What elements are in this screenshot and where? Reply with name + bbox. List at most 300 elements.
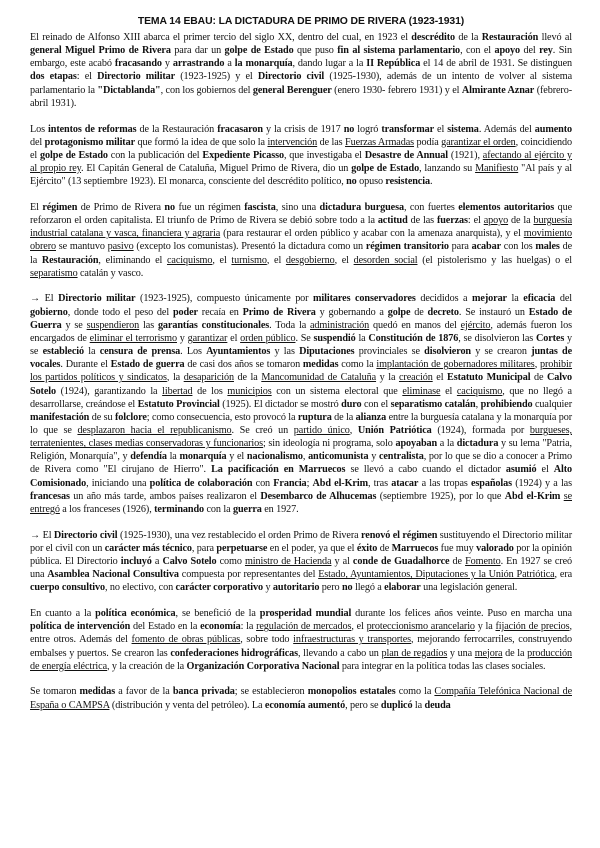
bold-text: nacionalismo — [246, 451, 303, 463]
bold-text: II República — [366, 58, 421, 70]
text-run: , donde todo el peso del — [67, 306, 173, 318]
bold-text: intentos de reformas — [48, 123, 137, 135]
text-run: logró — [354, 123, 382, 135]
text-run: (1923-1925) y el — [175, 71, 258, 83]
text-run: , por lo que se dio a conocer a Primo de Rivera como "El cirujano de Hierro". — [30, 451, 572, 476]
bold-text: defendía — [130, 451, 167, 463]
underlined-text: mejora — [474, 647, 503, 659]
bold-text: estableció — [42, 346, 84, 358]
text-run: con los — [501, 241, 536, 253]
bold-text: fracasaron — [217, 123, 263, 135]
bold-text: militares conservadores — [313, 293, 416, 305]
text-run: y — [263, 582, 273, 594]
bold-text: fuerzas — [436, 215, 468, 227]
text-run: llegó a — [352, 582, 385, 594]
text-run: para integrar en la política todas las clases sociales. — [339, 660, 546, 672]
bold-text: elaborar — [384, 582, 421, 594]
bold-text: renovó el régimen — [361, 529, 438, 541]
underlined-text: caciquismo — [166, 254, 213, 266]
text-run: a — [224, 58, 235, 70]
text-run: El — [30, 201, 43, 213]
underlined-text: afectando al ejército y al propio rey — [30, 149, 572, 174]
bold-text: asumió — [505, 464, 537, 476]
bold-text: protagonismo militar — [44, 136, 136, 148]
bold-text: "Dictablanda" — [97, 84, 161, 96]
text-run: , llevando a cabo un — [298, 647, 382, 659]
text-run: como — [216, 556, 245, 567]
text-run: y — [177, 332, 188, 344]
text-run: opuso — [356, 176, 386, 188]
bold-text: descrédito — [411, 32, 455, 43]
bold-text: la monarquía — [234, 58, 293, 70]
text-run: podía — [414, 136, 442, 148]
text-run: El reinado de Alfonso XIII abarca el primer tercio del siglo XX, dentro del cual, en 1923 el — [30, 32, 412, 43]
underlined-text: partido único — [293, 425, 350, 436]
bold-text: gobierno — [30, 306, 68, 318]
bold-text: transformar — [381, 123, 434, 135]
text-run: (1925). El dictador se mostró — [219, 398, 342, 410]
text-run: de la — [455, 32, 482, 43]
text-run: y la crisis de 1917 — [262, 123, 344, 135]
bold-text: Restauración — [481, 32, 539, 43]
bold-text: Almirante Aznar — [461, 84, 535, 96]
text-run: . El Capitán General de Cataluña, Miguel Primo de Rivera, dio un — [81, 163, 352, 174]
underlined-text: producción de energía eléctrica — [30, 647, 572, 672]
bold-text: no — [346, 176, 357, 188]
text-run: , coincidiendo el — [30, 136, 572, 161]
text-run: y su lema "Patria, Religión, Monarquía", y — [30, 438, 572, 463]
text-run: a las tropas — [418, 477, 472, 489]
bold-text: duplicó — [380, 699, 413, 711]
text-run: pero — [319, 582, 342, 594]
text-run: , el — [334, 254, 354, 266]
text-run: a los franceses (1926), — [59, 503, 155, 515]
bold-text: Abd el-Krim — [312, 477, 368, 489]
paragraph — [30, 685, 572, 711]
text-run: y se — [61, 319, 87, 331]
text-run: decididos a — [415, 293, 473, 305]
text-run: ; sin ideología ni programa, solo — [263, 438, 396, 450]
text-run: , con los gobiernos del — [160, 84, 253, 96]
text-run: . Se — [295, 332, 314, 344]
text-run: (enero 1930- febrero 1931) y el — [331, 84, 462, 96]
text-run: , se disolvieron las — [458, 332, 536, 344]
text-run: , — [302, 451, 309, 463]
underlined-text: desgobierno — [285, 254, 335, 266]
text-run: , era — [554, 569, 572, 581]
text-run: como la — [338, 359, 377, 371]
bold-text: confederaciones hidrográficas — [170, 647, 298, 659]
text-run: de la — [331, 411, 356, 423]
underlined-text: creación — [398, 372, 433, 384]
text-run: y — [368, 451, 379, 463]
bold-text: no — [341, 582, 353, 594]
text-run: y la — [376, 372, 399, 384]
text-run: El — [40, 529, 54, 541]
bold-text: Diputaciones — [299, 346, 355, 358]
text-run: , el — [351, 621, 367, 633]
bold-text: Expediente Picasso — [202, 149, 284, 161]
arrow-bullet-icon: → — [30, 293, 41, 305]
text-run: y gobernando a — [315, 306, 388, 318]
paragraph — [30, 201, 572, 280]
text-run: . Durante el — [60, 359, 111, 371]
text-run: que puso — [293, 45, 338, 57]
bold-text: carácter corporativo — [175, 582, 264, 594]
bold-text: fin al sistema parlamentario — [337, 45, 461, 57]
bold-text: Primo de Rivera — [242, 306, 316, 318]
text-run: de — [410, 306, 428, 318]
text-run: "Al país y al Ejército" (13 septiembre 1923). El monarca, consciente del descrédito político, — [30, 163, 572, 188]
bold-text: política de intervención — [30, 621, 131, 633]
text-run: un año más tarde, ambos países realizaron el — [69, 490, 261, 502]
bold-text: no — [164, 201, 175, 213]
bold-text: prosperidad mundial — [259, 608, 352, 620]
bold-text: régimen transitorio — [365, 241, 449, 253]
underlined-text: plan de regadíos — [381, 647, 448, 659]
text-run: , — [349, 425, 358, 436]
bold-text: juntas de vocales — [30, 346, 573, 371]
text-run: . Toda la — [269, 319, 311, 331]
paragraph — [30, 123, 572, 189]
bold-text: Directorio militar — [97, 71, 176, 83]
bold-text: Calvo Sotelo — [162, 556, 217, 567]
text-run: : el — [76, 71, 98, 83]
underlined-text: ejército — [460, 319, 491, 331]
text-run: de las — [317, 136, 346, 148]
bold-text: ruptura — [297, 411, 332, 423]
text-run: del — [30, 136, 45, 148]
text-run: En cuanto a la — [30, 608, 96, 620]
text-run: ; como consecuencia, esto provocó la — [146, 411, 298, 423]
bold-text: dictadura — [456, 438, 499, 450]
text-run: y al — [331, 556, 353, 567]
bold-text: monopolios estatales — [307, 686, 396, 698]
text-run: a favor de la — [115, 686, 173, 698]
underlined-text: regulación de mercados — [256, 621, 352, 633]
text-run: , para — [191, 542, 217, 554]
text-run: (1921), — [448, 149, 483, 161]
text-run: . Los — [180, 346, 207, 358]
paragraph — [30, 607, 572, 673]
text-run: . — [429, 176, 433, 188]
text-run: de Primo de Rivera — [77, 201, 165, 213]
text-run: de — [530, 372, 548, 384]
text-run: (febrero-abril 1931). — [30, 84, 572, 109]
bold-text: Constitución de 1876 — [368, 332, 459, 344]
text-run: . Sin embargo, este acabó — [30, 45, 572, 70]
text-run: . Se creó un — [231, 425, 294, 436]
underlined-text: fomento de obras públicas — [131, 634, 241, 646]
text-run: quedó en manos del — [369, 319, 461, 331]
bold-text: rey — [539, 45, 553, 57]
underlined-text: implantación de gobernadores militares — [376, 359, 535, 371]
text-run: durante los felices años veinte. Puso en marcha una — [351, 608, 572, 620]
text-run: de los — [192, 385, 228, 397]
bold-text: alianza — [355, 411, 387, 423]
text-run: con el — [361, 398, 391, 410]
text-run: el — [434, 123, 448, 135]
bold-text: Organización Corporativa Nacional — [186, 660, 340, 672]
text-run: de — [449, 556, 466, 567]
text-run: de la — [508, 215, 534, 227]
bold-text: Estado de Guerra — [30, 306, 573, 331]
text-run: , la — [166, 372, 184, 384]
bold-text: apoyaban — [395, 438, 438, 450]
underlined-text: administración — [310, 319, 370, 331]
text-run: y la — [474, 621, 496, 633]
bold-text: suspendió — [313, 332, 356, 344]
underlined-text: movimiento obrero — [30, 228, 572, 253]
text-run: se mantuvo — [56, 241, 108, 253]
text-run: , que investigaba el — [283, 149, 365, 161]
bold-text: Estatuto Municipal — [447, 372, 531, 384]
bold-text: fascista — [244, 201, 276, 213]
bold-text: centralista — [378, 451, 424, 463]
text-run: . Además del — [478, 123, 535, 135]
document-body — [30, 31, 572, 712]
bold-text: duro — [341, 398, 362, 410]
bold-text: separatismo catalán — [390, 398, 476, 410]
text-run: (1924), formada por — [431, 425, 530, 436]
bold-text: decreto — [427, 306, 459, 318]
paragraph — [30, 31, 572, 110]
text-run: cualquier — [532, 398, 573, 410]
text-run: la — [84, 346, 100, 358]
text-run: (septiembre 1925), por lo que — [376, 490, 505, 502]
bold-text: cuerpo consultivo — [30, 582, 105, 594]
text-run: , lanzando su — [419, 163, 476, 174]
underlined-text: eliminase — [402, 385, 441, 397]
bold-text: Ayuntamientos — [206, 346, 271, 358]
text-run: , eliminando el — [98, 254, 167, 266]
underlined-text: Fomento — [465, 556, 501, 567]
underlined-text: eliminar el terrorismo — [89, 332, 177, 344]
text-run: , que no llegó a desarrollarse, creándose el — [30, 385, 572, 410]
text-run: con la publicación del — [107, 149, 203, 161]
bold-text: arrastrando — [172, 58, 225, 70]
text-run: y se — [30, 332, 573, 358]
text-run: el — [432, 372, 448, 384]
bold-text: golpe de Estado — [351, 163, 420, 174]
text-run: : el — [467, 215, 484, 227]
text-run: , sobre todo — [240, 634, 294, 646]
text-run: y se crearon — [471, 346, 532, 358]
text-run: y una — [447, 647, 475, 659]
text-run: , con el — [460, 45, 495, 57]
bold-text: garantías constitucionales — [157, 319, 270, 331]
bold-text: poder — [172, 306, 198, 318]
bold-text: La pacificación en Marruecos — [211, 464, 346, 476]
text-run: , el — [266, 254, 286, 266]
text-run: y — [161, 58, 173, 70]
underlined-text: garantizar — [187, 332, 228, 344]
bold-text: Unión Patriótica — [357, 425, 432, 436]
text-run: , se benefició de la — [175, 608, 260, 620]
text-run: y el — [226, 451, 247, 463]
underlined-text: burgueses, terratenientes, clases medias conservadoras y funcionarios — [30, 425, 572, 450]
text-run: que formó la idea de que solo la — [135, 136, 268, 148]
text-run: de las — [407, 215, 437, 227]
text-run: , tras — [367, 477, 392, 489]
underlined-text: prohibir los partidos políticos y sindicatos — [30, 359, 573, 384]
text-run: fue un régimen — [174, 201, 245, 213]
bold-text: Directorio militar — [58, 293, 136, 305]
text-run: , sino una — [275, 201, 320, 213]
bold-text: Francia — [273, 477, 307, 489]
bold-text: fracasando — [114, 58, 162, 70]
text-run: de la — [233, 372, 262, 384]
text-run: la — [166, 451, 180, 463]
underlined-text: Mancomunidad de Cataluña — [261, 372, 377, 384]
bold-text: Desastre de Annual — [364, 149, 449, 161]
text-run: como la — [395, 686, 435, 698]
text-run: del — [555, 293, 573, 305]
bold-text: monarquía — [179, 451, 227, 463]
text-run: (1924) y a las — [512, 477, 572, 489]
text-run: , — [534, 359, 540, 371]
text-run: Los — [30, 123, 49, 135]
bold-text: deuda — [424, 699, 451, 711]
underlined-text: libertad — [162, 385, 193, 397]
bold-text: terminando — [154, 503, 205, 515]
bold-text: elementos autoritarios — [458, 201, 555, 213]
text-run: (1923-1925), compuesto únicamente por — [135, 293, 314, 305]
text-run: entre la burguesía catalana y la monarquía por lo que se — [30, 411, 572, 436]
bold-text: mejorar — [472, 293, 507, 305]
bold-text: golpe de Estado — [224, 45, 294, 57]
bold-text: francesas — [30, 490, 70, 502]
text-run: , y la creación de la — [107, 660, 187, 672]
underlined-text: intervención — [267, 136, 318, 148]
underlined-text: garantizar el orden — [441, 136, 516, 148]
underlined-text: ministro de Hacienda — [244, 556, 332, 567]
text-run: el 14 de abril de 1931. Se distinguen — [420, 58, 572, 70]
text-run: de — [377, 542, 392, 554]
underlined-text: desaparición — [183, 372, 234, 384]
bold-text: golpe de Estado — [40, 149, 108, 161]
text-run: recaía en — [197, 306, 243, 318]
bold-text: censura de prensa — [99, 346, 181, 358]
bold-text: Estatuto Provincial — [137, 398, 220, 410]
text-run: en el poder, ya que el — [267, 542, 357, 554]
text-run: las — [139, 319, 158, 331]
text-run: con un sistema electoral que — [271, 385, 403, 397]
bold-text: conde de Guadalhorce — [352, 556, 450, 567]
bold-text: valorado — [476, 542, 514, 554]
bold-text: Asamblea Nacional Consultiva — [47, 569, 179, 581]
underlined-text: Compañía Telefónica Nacional de España o CAMPSA — [30, 686, 572, 711]
bold-text: éxito — [356, 542, 378, 554]
bold-text: disolvieron — [424, 346, 471, 358]
bold-text: resistencia — [385, 176, 430, 188]
text-run: de la — [502, 647, 528, 659]
text-run: el — [227, 332, 241, 344]
bold-text: prohibiendo — [480, 398, 533, 410]
underlined-text: proteccionismo arancelario — [366, 621, 475, 633]
text-run: compuesta por representantes del — [178, 569, 319, 581]
text-run: , además fueron los encargados de — [30, 319, 573, 344]
paragraph — [30, 292, 572, 516]
text-run: por la opinión pública. El Directorio — [30, 542, 572, 567]
bold-text: Directorio civil — [53, 529, 118, 541]
text-run: del Estado en la — [130, 621, 201, 633]
bold-text: Estado de guerra — [110, 359, 185, 371]
underlined-text: municipios — [227, 385, 272, 397]
bold-text: Abd el-Krim — [504, 490, 561, 502]
bold-text: general Berenguer — [252, 84, 332, 96]
underlined-text: burguesía industrial catalana y vasca, financiera y agraria — [30, 215, 572, 240]
text-run: llevó al — [538, 32, 572, 43]
text-run: a la — [437, 438, 457, 450]
text-run: fue muy — [438, 542, 477, 554]
bold-text: apoyo — [494, 45, 521, 57]
text-run: provinciales se — [354, 346, 425, 358]
text-run: (distribución y venta del petróleo). La — [109, 699, 265, 711]
bold-text: Cortes — [535, 332, 565, 344]
text-run: El — [40, 293, 59, 305]
text-run: . En 1927 se creó una — [30, 556, 572, 581]
bold-text: acabar — [471, 241, 501, 253]
underlined-text: apoyo — [483, 215, 509, 227]
bold-text: carácter más técnico — [104, 542, 192, 554]
underlined-text: caciquismo — [456, 385, 503, 397]
bold-text: Calvo Sotelo — [30, 372, 573, 397]
text-run: (el pistolerismo y las huelgas) o el — [417, 254, 572, 266]
text-run: para dar un — [170, 45, 225, 57]
bold-text: dictadura burguesa — [319, 201, 404, 213]
bold-text: política de colaboración — [149, 477, 253, 489]
text-run: ; se establecieron — [234, 686, 308, 698]
underlined-text: desorden social — [353, 254, 418, 266]
bold-text: folclore — [114, 411, 147, 423]
text-run: del — [520, 45, 540, 57]
text-run: , iniciando una — [86, 477, 150, 489]
text-run: se llevó a cabo cuando el dictador — [345, 464, 506, 476]
underlined-text: turnismo — [231, 254, 267, 266]
text-run: (1924), garantizando la — [56, 385, 163, 397]
text-run: que reforzaron el orden capitalista. El triunfo de Primo de Rivera se debió sobre todo a la — [30, 201, 573, 227]
bold-text: eficacia — [523, 293, 556, 305]
underlined-text: infraestructuras y transportes — [293, 634, 412, 646]
bold-text: régimen — [42, 201, 78, 213]
text-run: , el — [212, 254, 232, 266]
text-run: con la — [204, 503, 233, 515]
bold-text: Marruecos — [391, 542, 439, 554]
bold-text: política económica — [95, 608, 176, 620]
underlined-text: pasivo — [107, 241, 134, 253]
bold-text: guerra — [232, 503, 262, 515]
underlined-text: separatismo — [30, 267, 78, 279]
text-run: para — [448, 241, 472, 253]
underlined-text: se entregó — [30, 490, 572, 515]
paragraph — [30, 529, 572, 595]
text-run: Se tomaron — [30, 686, 80, 698]
text-run: en 1927. — [261, 503, 299, 515]
text-run: , dando lugar a la — [292, 58, 367, 70]
text-run: , mejorando ferrocarriles, construyendo embalses y puertos. Se crearon las — [30, 634, 572, 659]
text-run: (excepto los comunistas). Presentó la dictadura como un — [133, 241, 366, 253]
text-run: el — [440, 385, 457, 397]
bold-text: Alto Comisionado — [30, 464, 573, 489]
bold-text: españolas — [471, 477, 513, 489]
bold-text: banca privada — [172, 686, 235, 698]
text-run: con — [252, 477, 274, 489]
bold-text: no — [343, 123, 355, 135]
bold-text: manifestación — [30, 411, 90, 423]
underlined-text: Estado, Ayuntamientos, Diputaciones y la Unión Patriótica — [318, 569, 555, 581]
bold-text: anticomunista — [308, 451, 369, 463]
